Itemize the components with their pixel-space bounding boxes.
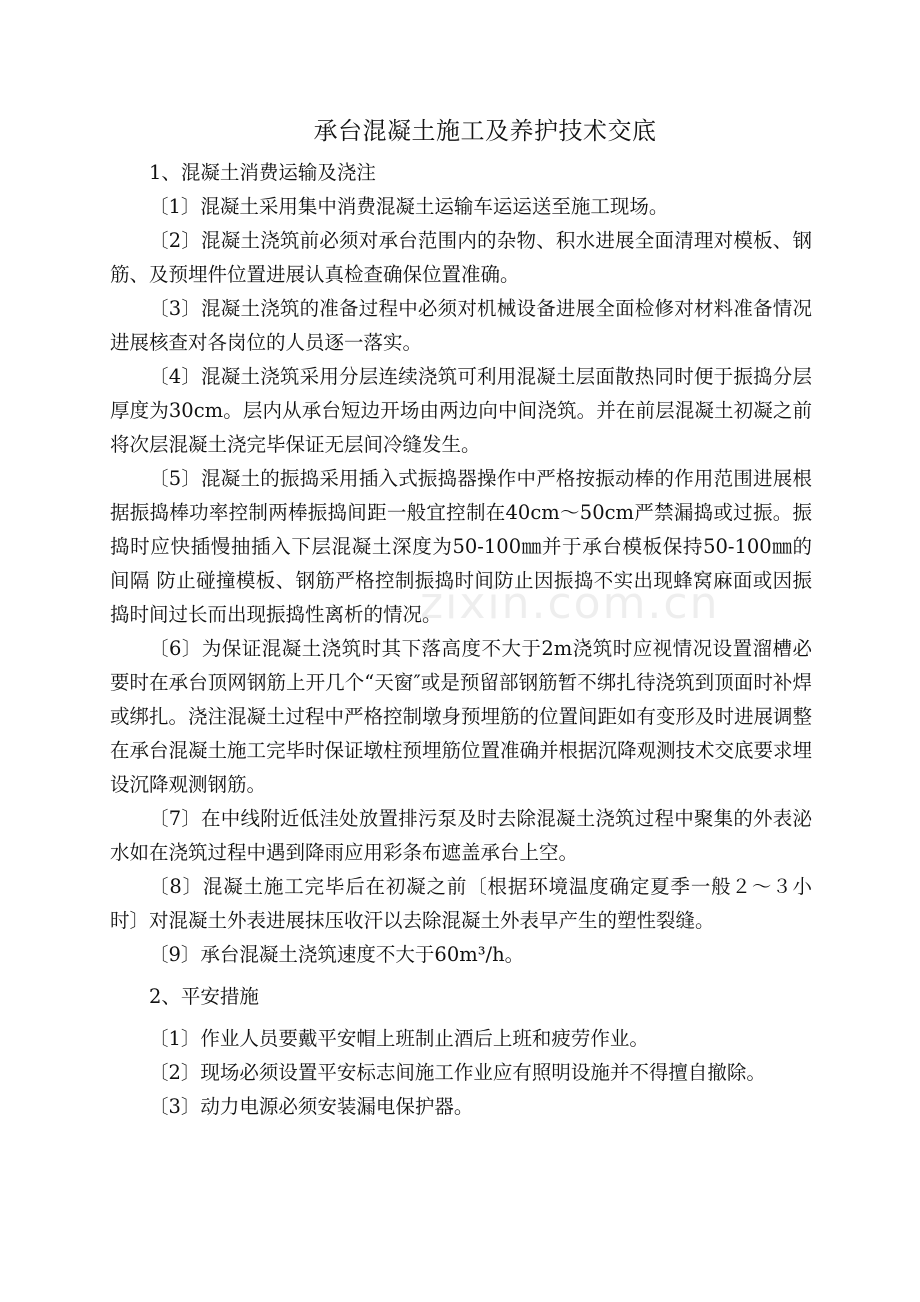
paragraph: 〔1〕作业人员要戴平安帽上班制止酒后上班和疲劳作业。 [149,1027,649,1050]
paragraph: 〔3〕动力电源必须安装漏电保护器。 [149,1095,474,1118]
section-heading: 2、平安措施 [149,985,259,1008]
paragraph: 〔9〕承台混凝土浇筑速度不大于60m³/h。 [149,943,525,966]
paragraph: 〔5〕混凝土的振捣采用插入式振捣器操作中严格按振动棒的作用范围进展根据振捣棒功率控制两棒振捣间距一般宜控制在40cm～50cm严禁漏捣或过振。振捣时应快插慢抽插入下层混凝土深度为50-100㎜并于承台模板保持50-100㎜的间隔 防止碰撞模板、钢筋严格控制振捣时间防止因振捣不实出现蜂窝麻面或因振捣时间过长而出现振捣性离析的情况。 [110,467,812,626]
paragraph: 〔7〕在中线附近低洼处放置排污泵及时去除混凝土浇筑过程中聚集的外表泌水如在浇筑过程中遇到降雨应用彩条布遮盖承台上空。 [110,807,812,864]
paragraph: 〔6〕为保证混凝土浇筑时其下落高度不大于2m浇筑时应视情况设置溜槽必要时在承台顶网钢筋上开几个“天窗″或是预留部钢筋暂不绑扎待浇筑到顶面时补焊或绑扎。浇注混凝土过程中严格控制墩身预埋筋的位置间距如有变形及时进展调整在承台混凝土施工完毕时保证墩柱预埋筋位置准确并根据沉降观测技术交底要求埋设沉降观测钢筋。 [110,637,813,796]
paragraph: 〔3〕混凝土浇筑的准备过程中必须对机械设备进展全面检修对材料准备情况进展核查对各岗位的人员逐一落实。 [110,297,812,354]
paragraph: 〔2〕现场必须设置平安标志间施工作业应有照明设施并不得擅自撤除。 [149,1061,766,1084]
section-heading: 1、混凝土消费运输及浇注 [149,161,376,184]
paragraph: 〔2〕混凝土浇筑前必须对承台范围内的杂物、积水进展全面清理对模板、钢筋、及预埋件位置进展认真检查确保位置准确。 [110,229,812,286]
paragraph: 〔8〕混凝土施工完毕后在初凝之前〔根据环境温度确定夏季一般２～３小时〕对混凝土外表进展抹压收汗以去除混凝土外表早产生的塑性裂缝。 [110,875,812,932]
paragraph: 〔1〕混凝土采用集中消费混凝土运输车运运送至施工现场。 [149,195,669,218]
watermark-text: zixin.com.cn [420,578,720,629]
paragraph: 〔4〕混凝土浇筑采用分层连续浇筑可利用混凝土层面散热同时便于振捣分层厚度为30cm。层内从承台短边开场由两边向中间浇筑。并在前层混凝土初凝之前将次层混凝土浇完毕保证无层间冷缝发生。 [110,365,812,456]
document-body [110,156,812,1124]
document-title: 承台混凝土施工及养护技术交底 [313,117,657,145]
